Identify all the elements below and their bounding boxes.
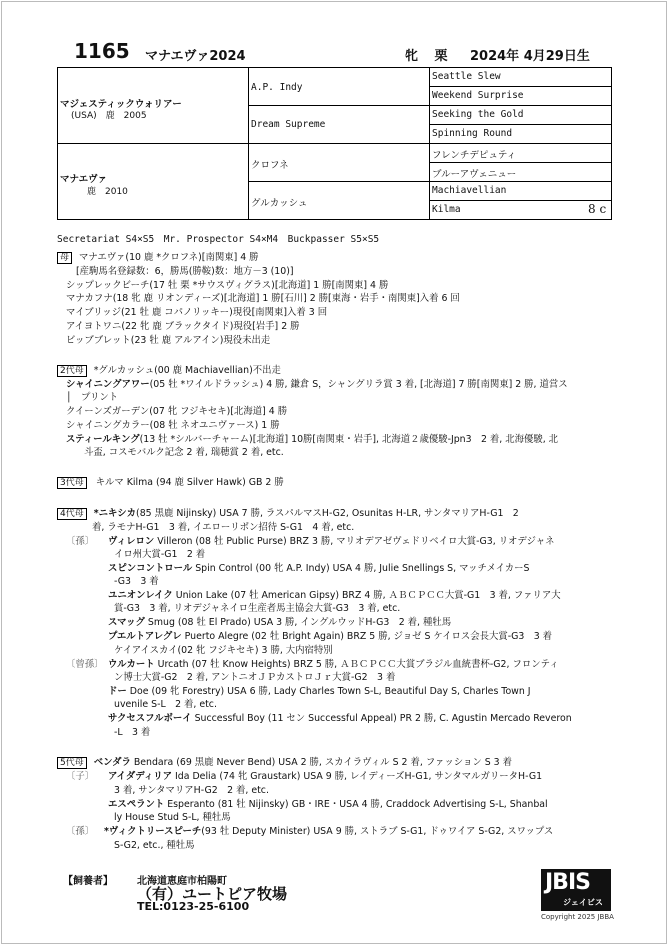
sibling-line: ビッブブレット(23 牡 鹿 アルアイン)現役未出走 <box>66 335 271 346</box>
second-dam-line: *グルカッシュ(00 鹿 Machiavellian)不出走 <box>93 365 281 376</box>
copyright: Copyright 2025 JBBA <box>541 913 614 921</box>
descendant-line-cont: 3 着, サンタマリアH-G2 2 着, etc. <box>114 785 269 796</box>
fifth-dam-section <box>57 757 512 769</box>
logo-text: JBIS <box>545 870 590 895</box>
descendant-line <box>108 590 561 602</box>
second-dam-section <box>57 365 281 377</box>
logo-subtext: ジェイビス <box>563 898 603 907</box>
descendant-record: Puerto Alegre (02 牡 Bright Again) BRZ 5 勝, ジョゼ S ケイロス会長大賞-G3 3 着 <box>184 631 553 642</box>
descendant-line <box>108 771 542 783</box>
descendant-line <box>108 631 552 643</box>
sex-color: 牝 栗 <box>405 49 454 64</box>
descendant-line <box>108 659 559 671</box>
section-tag: 3代母 <box>57 477 87 489</box>
dam-section <box>57 252 259 264</box>
produce-record-cont: プリント <box>81 392 119 403</box>
inbreeding-line: Secretariat S4×S5 Mr. Prospector S4×M4 Buckpasser S5×S5 <box>57 234 380 245</box>
descendant-line-cont: -G3 3 着 <box>114 576 159 587</box>
third-dam-section <box>57 477 284 489</box>
fourth-dam-section <box>57 508 519 520</box>
birth-date: 2024年 4月29日生 <box>470 49 590 64</box>
descendant-name: スピンコントロール <box>108 563 193 574</box>
sd-name: Dream Supreme <box>251 119 326 130</box>
jbis-logo <box>541 869 611 911</box>
descendant-line: ケイアイスカイ(02 牝 フジキセキ) 3 勝, 大内宿特別 <box>114 645 333 656</box>
entry-number: 1165 <box>74 39 130 63</box>
descendant-line <box>108 617 451 629</box>
produce-line <box>66 379 568 391</box>
fifth-dam-record: Bendara (69 黒鹿 Never Bend) USA 2 勝, スカイラヴィル S 2 着, ファッション S 3 着 <box>133 757 512 768</box>
section-tag: 4代母 <box>57 508 87 520</box>
sds-name: Seeking the Gold <box>432 109 524 120</box>
fourth-dam-record: (85 黒鹿 Nijinsky) USA 7 勝, ラスパルマスH-G2, Osunitas H-LR, サンタマリアH-G1 2 <box>136 508 519 519</box>
descendant-line <box>108 563 529 575</box>
produce-line-cont: │ プリント <box>66 392 119 403</box>
descendant-record: Ida Delia (74 牝 Graustark) USA 9 勝, レイディーズH-G1, サンタマルガリータH-G1 <box>175 771 543 782</box>
descendant-line <box>108 686 531 698</box>
sire-info: (USA) 鹿 2005 <box>71 111 147 121</box>
descendant-name: ヴィレロン <box>108 536 155 547</box>
dam-name: マナエヴァ <box>60 174 108 185</box>
breeder-tel: TEL:0123-25-6100 <box>137 900 250 913</box>
descendant-line-cont: イロ州大賞-G1 2 着 <box>114 549 206 560</box>
group-label-grandchildren: 〔孫〕 <box>66 536 95 547</box>
produce-record: (13 牡 *シルバーチャーム)[北海道] 10勝[南関東・岩手], 北海道２歳優駿-Jpn3 2 着, 北海優駿, 北 <box>139 434 559 445</box>
descendant-line <box>104 826 553 838</box>
dds-name: Machiavellian <box>432 185 507 196</box>
descendant-name: ウルカート <box>108 659 155 670</box>
descendant-record: Spin Control (00 牝 A.P. Indy) USA 4 勝, Julie Snellings S, マッチメイカーS <box>195 563 530 574</box>
descendant-record: (93 牡 Deputy Minister) USA 9 勝, ストラブ S-G1, ドゥワイア S-G2, スワップス <box>201 826 554 837</box>
pedigree-table <box>57 67 612 220</box>
sibling-line: マイブリッジ(21 牡 鹿 コパノリッキー)現役[南関東]入着 3 回 <box>66 307 328 318</box>
descendant-record: Smug (08 牡 El Prado) USA 3 勝, イングルウッドH-G3 2 着, 種牡馬 <box>147 617 452 628</box>
third-dam-line: キルマ Kilma (94 鹿 Silver Hawk) GB 2 勝 <box>95 477 284 488</box>
descendant-name: プエルトアレグレ <box>108 631 182 642</box>
dam-info: 鹿 2010 <box>87 187 128 197</box>
descendant-line-cont: ン博士大賞-G2 2 着, アントニオＪＰカストロＪｒ大賞-G2 3 着 <box>114 672 396 683</box>
descendant-name: ユニオンレイク <box>108 590 173 601</box>
group-label-great-grandchildren: 〔曾孫〕 <box>66 659 104 670</box>
ss-name: A.P. Indy <box>251 82 303 93</box>
dam-line: マナエヴァ(10 鹿 *クロフネ)[南関東] 4 勝 <box>79 252 259 263</box>
descendant-record: Successful Boy (11 セン Successful Appeal) PR 2 勝, C. Agustin Mercado Reveron <box>194 713 572 724</box>
breeder-label: 【飼養者】 <box>63 876 113 887</box>
horse-name: マナエヴァ2024 <box>145 49 246 64</box>
descendant-line <box>108 799 548 811</box>
descendant-record: Doe (09 牝 Forestry) USA 6 勝, Lady Charles Town S-L, Beautiful Day S, Charles Town J <box>129 686 531 697</box>
fifth-dam-name: ベンダラ <box>93 757 131 768</box>
produce-line: シャイニングカラー(08 牡 ネオユニヴァース) 1 勝 <box>66 420 280 431</box>
descendant-record: Union Lake (07 牡 American Gipsy) BRZ 4 勝, ＡＢＣＰＣＣ大賞-G1 3 着, ファリア大 <box>175 590 561 601</box>
produce-line-cont: 斗盃, コスモバルク記念 2 着, 瑞穂賞 2 着, etc. <box>84 447 284 458</box>
descendant-name: サクセスフルボーイ <box>108 713 192 724</box>
sibling-line: アイヨトワニ(22 牝 鹿 ブラックタイド)現役[岩手] 2 勝 <box>66 321 300 332</box>
breeder-name: （有）ユートピア牧場 <box>137 885 288 903</box>
fourth-dam-record-cont: 着, ラモナH-G1 3 着, イエローリボン招待 S-G1 4 着, etc. <box>92 522 355 533</box>
descendant-line-cont: uvenile S-L 2 着, etc. <box>114 699 217 710</box>
offspring-count: [産駒馬名登録数：6，勝馬(勝鞍)数：地方－3 (10)] <box>76 266 294 277</box>
produce-name: シャイニングアワー <box>66 379 150 390</box>
dd-name: グルカッシュ <box>251 198 308 209</box>
dsd-name: ブルーアヴェニュー <box>432 169 517 180</box>
family-number: 8 c <box>588 202 607 216</box>
descendant-name: エスペラント <box>108 799 165 810</box>
fourth-dam-name: *ニキシカ <box>93 508 137 519</box>
descendant-line-cont: 賞-G3 3 着, リオデジャネイロ生産者馬主協会大賞-G3 3 着, etc. <box>114 603 401 614</box>
descendant-line-cont: -L 3 着 <box>114 727 151 738</box>
sss-name: Seattle Slew <box>432 71 501 82</box>
produce-line <box>66 434 558 446</box>
breeder-address: 北海道恵庭市柏陽町 <box>137 876 227 887</box>
ddd-name: Kilma <box>432 204 461 215</box>
produce-record: (05 牡 *ワイルドラッシュ) 4 勝, 鎌倉 S，シャングリラ賞 3 着, [北海道] 7 勝[南関東] 2 勝, 道営ス <box>149 379 568 390</box>
section-tag: 母 <box>57 252 72 264</box>
descendant-record: Esperanto (81 牡 Nijinsky) GB・IRE・USA 4 勝, Craddock Advertising S-L, Shanbal <box>167 799 548 810</box>
group-label-children: 〔子〕 <box>66 771 95 782</box>
descendant-name: ドー <box>108 686 127 697</box>
sibling-line: マナカフナ(18 牝 鹿 リオンディーズ)[北海道] 1 勝[石川] 2 勝[東海・岩手・南関東]入着 6 回 <box>66 293 460 304</box>
group-label-grandchildren: 〔孫〕 <box>66 826 95 837</box>
descendant-line <box>108 713 572 725</box>
descendant-name: スマッグ <box>108 617 145 628</box>
section-tag: 5代母 <box>57 757 87 769</box>
dss-name: フレンチデピュティ <box>432 150 517 161</box>
ds-name: クロフネ <box>251 160 289 171</box>
section-tag: 2代母 <box>57 365 87 377</box>
produce-line: クイーンズガーデン(07 牝 フジキセキ)[北海道] 4 勝 <box>66 406 288 417</box>
ssd-name: Weekend Surprise <box>432 90 524 101</box>
sibling-line: シップレックビーチ(17 牡 栗 *サウスヴィグラス)[北海道] 1 勝[南関東] 4 勝 <box>66 280 389 291</box>
descendant-name: *ヴィクトリースピーチ <box>104 826 202 837</box>
descendant-line-cont: S-G2, etc., 種牡馬 <box>114 840 195 851</box>
descendant-name: アイダディリア <box>108 771 173 782</box>
descendant-record: Urcath (07 牡 Know Heights) BRZ 5 勝, ＡＢＣＰＣＣ大賞ブラジル血統書杯-G2, フロンティ <box>157 659 559 670</box>
descendant-record: Villeron (08 牡 Public Purse) BRZ 3 勝, マリオデアゼヴェドリベイロ大賞-G3, リオデジャネ <box>157 536 555 547</box>
sire-name: マジェスティックウォリアー <box>60 99 182 110</box>
descendant-line-cont: ly House Stud S-L, 種牡馬 <box>114 812 231 823</box>
produce-name: スティールキング <box>66 434 140 445</box>
sdd-name: Spinning Round <box>432 128 513 139</box>
descendant-line <box>108 536 554 548</box>
